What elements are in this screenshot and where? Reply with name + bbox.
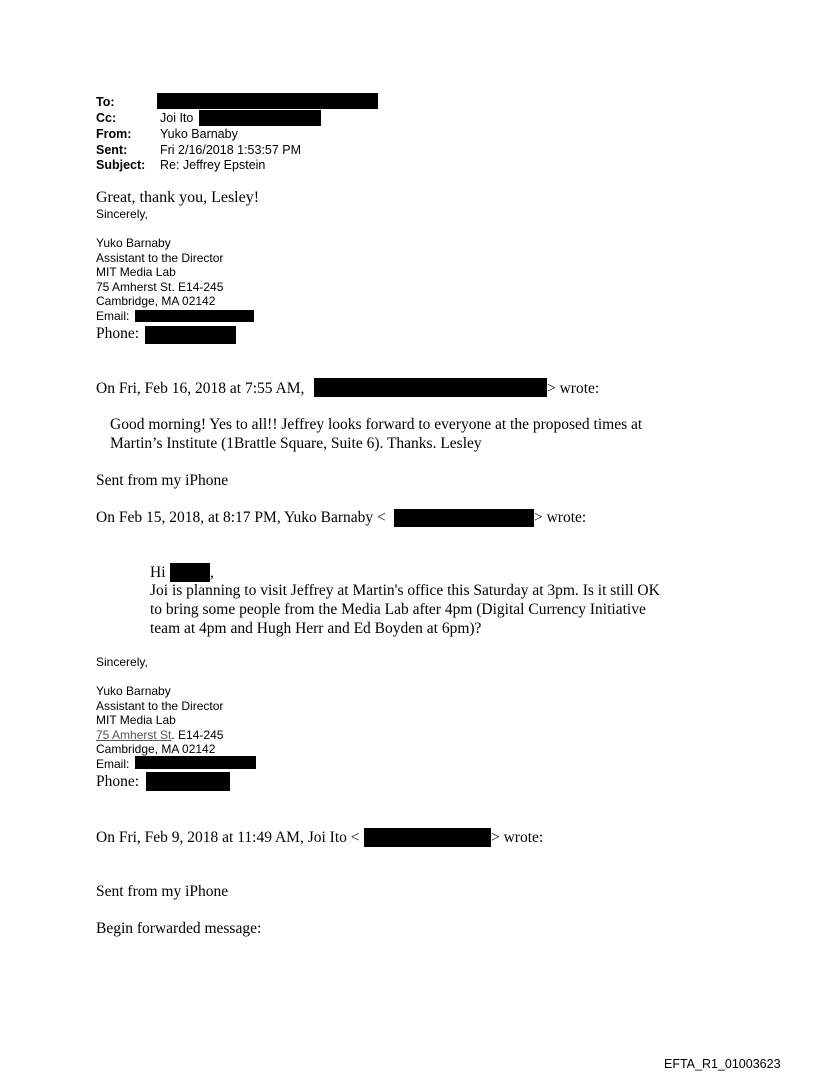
phone-redaction-2 xyxy=(146,772,230,791)
to-label: To: xyxy=(96,95,115,109)
quote1-sent-from: Sent from my iPhone xyxy=(96,472,229,489)
subject-label: Subject: xyxy=(96,158,146,172)
signature-title: Assistant to the Director xyxy=(96,698,224,713)
signature-email-label: Email: xyxy=(96,308,130,323)
quote2-body-line3: team at 4pm and Hugh Herr and Ed Boyden at 6pm)? xyxy=(150,620,482,637)
signature-street xyxy=(96,728,223,743)
cc-redaction xyxy=(199,110,321,126)
signature-city: Cambridge, MA 02142 xyxy=(96,294,216,309)
quote1-body-line1: Good morning! Yes to all!! Jeffrey looks forward to everyone at the proposed times at xyxy=(110,416,643,433)
quote2-name-redaction xyxy=(170,563,210,582)
to-redaction xyxy=(157,93,378,109)
from-label: From: xyxy=(96,127,132,141)
quote1-header-start: On Fri, Feb 16, 2018 at 7:55 AM, xyxy=(96,380,305,397)
quote3-forwarded: Begin forwarded message: xyxy=(96,920,262,937)
street-link[interactable]: 75 Amherst St xyxy=(96,727,172,742)
signature-street: 75 Amherst St. E14-245 xyxy=(96,279,224,294)
signature-title: Assistant to the Director xyxy=(96,250,224,265)
reply-greeting: Great, thank you, Lesley! xyxy=(96,189,260,206)
signature-phone-label: Phone: xyxy=(96,325,140,342)
quote3-sent-from: Sent from my iPhone xyxy=(96,883,229,900)
email-redaction-2 xyxy=(135,756,256,769)
quote3-header-end: > wrote: xyxy=(491,829,544,846)
reply-closing: Sincerely, xyxy=(96,207,148,221)
cc-label: Cc: xyxy=(96,111,117,125)
sent-label: Sent: xyxy=(96,143,128,157)
cc-value: Joi Ito xyxy=(160,111,194,125)
quote2-header-end: > wrote: xyxy=(534,509,587,526)
from-value: Yuko Barnaby xyxy=(160,127,238,141)
quote2-body-line1: Joi is planning to visit Jeffrey at Martin's office this Saturday at 3pm. Is it still OK xyxy=(150,582,660,599)
signature-phone-label-2: Phone: xyxy=(96,773,140,790)
sent-value: Fri 2/16/2018 1:53:57 PM xyxy=(160,143,302,157)
signature-email-label: Email: xyxy=(96,756,130,771)
email-redaction-1 xyxy=(135,310,254,322)
signature-name: Yuko Barnaby xyxy=(96,684,171,698)
quote2-hi-comma: , xyxy=(210,564,214,581)
quote3-email-redaction xyxy=(364,828,491,847)
signature-org: MIT Media Lab xyxy=(96,713,176,728)
quote2-body-line2: to bring some people from the Media Lab after 4pm (Digital Currency Initiative xyxy=(150,601,646,618)
signature-city: Cambridge, MA 02142 xyxy=(96,742,216,757)
signature-name: Yuko Barnaby xyxy=(96,236,171,250)
quote1-header-end: > wrote: xyxy=(547,380,600,397)
quote2-hi: Hi xyxy=(150,564,166,581)
document-id: EFTA_R1_01003623 xyxy=(664,1057,781,1071)
street-rest: . E14-245 xyxy=(171,727,224,742)
signature-org: MIT Media Lab xyxy=(96,265,176,280)
quote1-sender-redaction xyxy=(314,378,547,397)
subject-value: Re: Jeffrey Epstein xyxy=(160,158,266,172)
quote3-header-start: On Fri, Feb 9, 2018 at 11:49 AM, Joi Ito < xyxy=(96,829,360,846)
quote2-closing: Sincerely, xyxy=(96,655,148,669)
quote2-email-redaction xyxy=(394,509,534,527)
quote1-body-line2: Martin’s Institute (1Brattle Square, Suite 6). Thanks. Lesley xyxy=(110,435,482,452)
quote2-header-start: On Feb 15, 2018, at 8:17 PM, Yuko Barnaby < xyxy=(96,509,386,526)
phone-redaction-1 xyxy=(145,326,236,344)
